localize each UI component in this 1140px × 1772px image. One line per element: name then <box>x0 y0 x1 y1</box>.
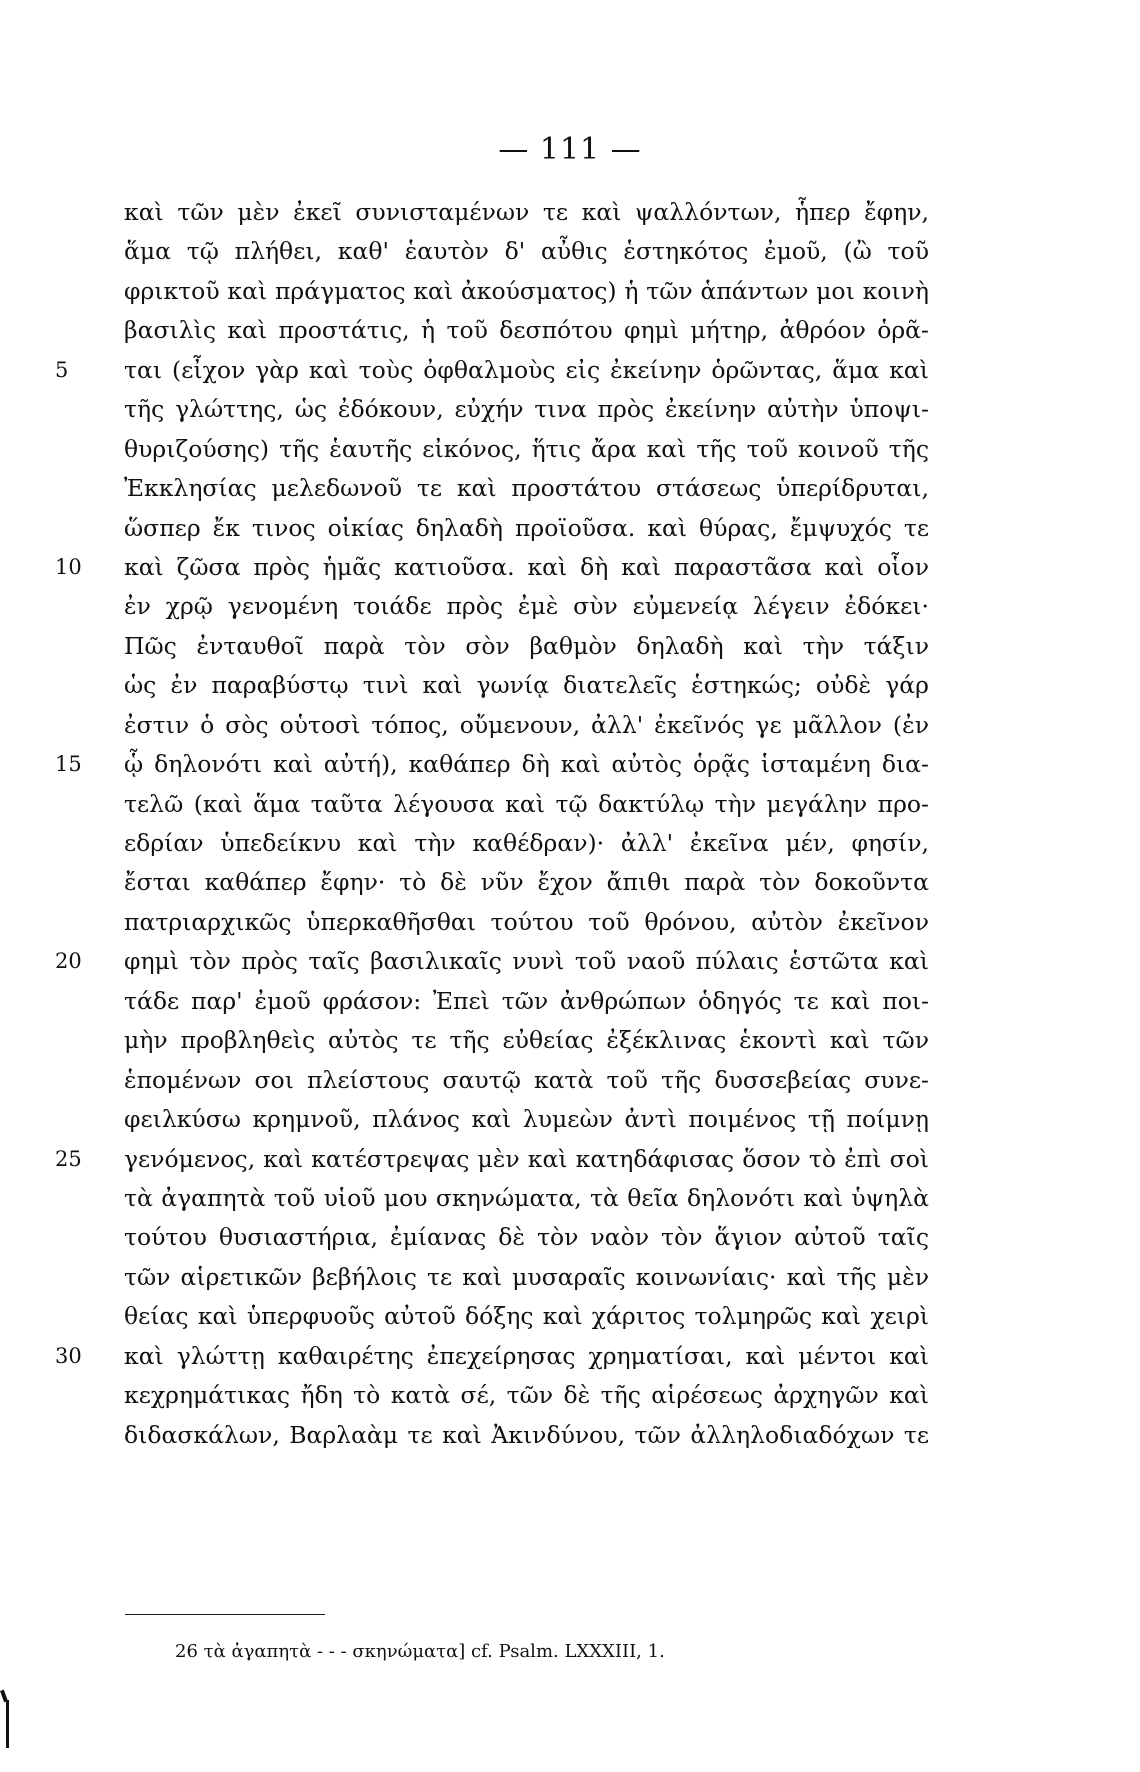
line-text: βασιλὶς καὶ προστάτις, ἡ τοῦ δεσπότου φημὶ μήτηρ, ἀθρόον ὁρᾶ- <box>124 316 929 345</box>
line-text: μὴν προβληθεὶς αὐτὸς τε τῆς εὐθείας ἐξέκλινας ἑκοντὶ καὶ τῶν <box>124 1026 929 1055</box>
line-number: 25 <box>55 1146 82 1171</box>
text-line <box>0 509 1140 548</box>
text-line <box>0 587 1140 626</box>
line-text: ἐστιν ὁ σὸς οὑτοσὶ τόπος, οὔμενουν, ἀλλ' ἐκεῖνός γε μᾶλλον (ἐν <box>124 710 929 739</box>
line-text: εδρίαν ὑπεδείκνυ καὶ τὴν καθέδραν)· ἀλλ' ἐκεῖνα μέν, φησίν, <box>124 829 929 857</box>
text-line <box>0 863 1140 902</box>
text-line <box>0 1297 1140 1336</box>
text-line <box>0 824 1140 863</box>
line-text: τὰ ἀγαπητὰ τοῦ υἱοῦ μου σκηνώματα, τὰ θεῖα δηλονότι καὶ ὑψηλὰ <box>124 1183 929 1212</box>
text-line <box>0 1218 1140 1257</box>
line-text: θείας καὶ ὑπερφυοῦς αὐτοῦ δόξης καὶ χάριτος τολμηρῶς καὶ χειρὶ <box>124 1302 929 1331</box>
text-line <box>0 1140 1140 1179</box>
text-line <box>0 311 1140 350</box>
line-number: 5 <box>55 357 69 382</box>
page-number: — 111 — <box>498 132 642 167</box>
text-line <box>0 272 1140 311</box>
footnote: 26 τὰ ἀγαπητὰ - - - σκηνώματα] cf. Psalm. LXXXIII, 1. <box>175 1641 665 1662</box>
text-line <box>0 193 1140 232</box>
line-text: πατριαρχικῶς ὑπερκαθῆσθαι τούτου τοῦ θρόνου, αὐτὸν ἐκεῖνον <box>124 907 929 936</box>
text-line <box>0 666 1140 705</box>
line-number: 15 <box>55 752 82 777</box>
footnote-separator <box>125 1614 325 1615</box>
line-text: ἔσται καθάπερ ἔφην· τὸ δὲ νῦν ἔχον ἄπιθι παρὰ τὸν δοκοῦντα <box>124 868 929 897</box>
text-line <box>0 390 1140 429</box>
line-text: ται (εἶχον γὰρ καὶ τοὺς ὀφθαλμοὺς εἰς ἐκείνην ὁρῶντας, ἅμα καὶ <box>124 355 929 384</box>
line-text: θυριζούσης) τῆς ἑαυτῆς εἰκόνος, ἥτις ἄρα καὶ τῆς τοῦ κοινοῦ τῆς <box>124 434 929 463</box>
text-line <box>0 627 1140 666</box>
line-text: καὶ ζῶσα πρὸς ἡμᾶς κατιοῦσα. καὶ δὴ καὶ παραστᾶσα καὶ οἷον <box>124 552 929 581</box>
line-text: τούτου θυσιαστήρια, ἐμίανας δὲ τὸν ναὸν τὸν ἅγιον αὐτοῦ ταῖς <box>124 1223 929 1252</box>
line-text: ἅμα τῷ πλήθει, καθ' ἑαυτὸν δ' αὖθις ἑστηκότος ἐμοῦ, (ὢ τοῦ <box>124 237 929 266</box>
text-line <box>0 1061 1140 1100</box>
line-text: ἐν χρῷ γενομένη τοιάδε πρὸς ἐμὲ σὺν εὐμενείᾳ λέγειν ἐδόκει· <box>124 592 929 621</box>
text-line <box>0 1179 1140 1218</box>
text-line <box>0 1416 1140 1455</box>
text-line <box>0 1100 1140 1139</box>
line-text: φρικτοῦ καὶ πράγματος καὶ ἀκούσματος) ἡ τῶν ἁπάντων μοι κοινὴ <box>124 276 929 305</box>
text-line <box>0 1337 1140 1376</box>
line-number: 30 <box>55 1343 82 1368</box>
line-text: Πῶς ἐνταυθοῖ παρὰ τὸν σὸν βαθμὸν δηλαδὴ καὶ τὴν τάξιν <box>124 631 929 660</box>
text-line <box>0 1376 1140 1415</box>
line-text: καὶ τῶν μὲν ἐκεῖ συνισταμένων τε καὶ ψαλλόντων, ἧπερ ἔφην, <box>124 198 929 226</box>
main-text <box>0 193 1140 1455</box>
line-text: καὶ γλώττῃ καθαιρέτης ἐπεχείρησας χρηματίσαι, καὶ μέντοι καὶ <box>124 1341 929 1370</box>
text-line <box>0 745 1140 784</box>
text-line <box>0 785 1140 824</box>
line-text: διδασκάλων, Βαρλαὰμ τε καὶ Ἀκινδύνου, τῶν ἀλληλοδιαδόχων τε <box>124 1420 929 1449</box>
line-text: γενόμενος, καὶ κατέστρεψας μὲν καὶ κατηδάφισας ὅσον τὸ ἐπὶ σοὶ <box>124 1144 929 1173</box>
text-line <box>0 351 1140 390</box>
line-text: ὥσπερ ἔκ τινος οἰκίας δηλαδὴ προϊοῦσα. καὶ θύρας, ἔμψυχός τε <box>124 513 929 542</box>
line-text: κεχρημάτικας ἤδη τὸ κατὰ σέ, τῶν δὲ τῆς αἱρέσεως ἀρχηγῶν καὶ <box>124 1381 929 1410</box>
margin-mark <box>6 1700 9 1748</box>
text-line <box>0 942 1140 981</box>
text-line <box>0 232 1140 271</box>
text-line <box>0 982 1140 1021</box>
line-number: 20 <box>55 949 82 974</box>
text-line <box>0 548 1140 587</box>
text-line <box>0 1258 1140 1297</box>
text-line <box>0 430 1140 469</box>
line-text: ᾧ δηλονότι καὶ αὐτή), καθάπερ δὴ καὶ αὐτὸς ὁρᾷς ἱσταμένη δια- <box>124 750 929 779</box>
line-text: φημὶ τὸν πρὸς ταῖς βασιλικαῖς νυνὶ τοῦ ναοῦ πύλαις ἑστῶτα καὶ <box>124 947 929 976</box>
line-text: ἑπομένων σοι πλείστους σαυτῷ κατὰ τοῦ τῆς δυσσεβείας συνε- <box>124 1065 929 1094</box>
line-text: φειλκύσω κρημνοῦ, πλάνος καὶ λυμεὼν ἀντὶ ποιμένος τῇ ποίμνῃ <box>124 1105 929 1134</box>
line-text: ὡς ἐν παραβύστῳ τινὶ καὶ γωνίᾳ διατελεῖς ἑστηκώς; οὐδὲ γάρ <box>124 671 929 700</box>
text-line <box>0 469 1140 508</box>
line-number: 10 <box>55 554 82 579</box>
line-text: Ἐκκλησίας μελεδωνοῦ τε καὶ προστάτου στάσεως ὑπερίδρυται, <box>124 474 929 503</box>
line-text: τάδε παρ' ἐμοῦ φράσον: Ἐπεὶ τῶν ἀνθρώπων ὁδηγός τε καὶ ποι- <box>124 986 929 1015</box>
line-text: τῶν αἱρετικῶν βεβήλοις τε καὶ μυσαραῖς κοινωνίαις· καὶ τῆς μὲν <box>124 1262 929 1291</box>
text-line <box>0 1021 1140 1060</box>
text-line <box>0 903 1140 942</box>
text-line <box>0 706 1140 745</box>
line-text: τῆς γλώττης, ὡς ἐδόκουν, εὐχήν τινα πρὸς ἐκείνην αὐτὴν ὑποψι- <box>124 395 929 424</box>
line-text: τελῶ (καὶ ἅμα ταῦτα λέγουσα καὶ τῷ δακτύλῳ τὴν μεγάλην προ- <box>124 789 929 818</box>
